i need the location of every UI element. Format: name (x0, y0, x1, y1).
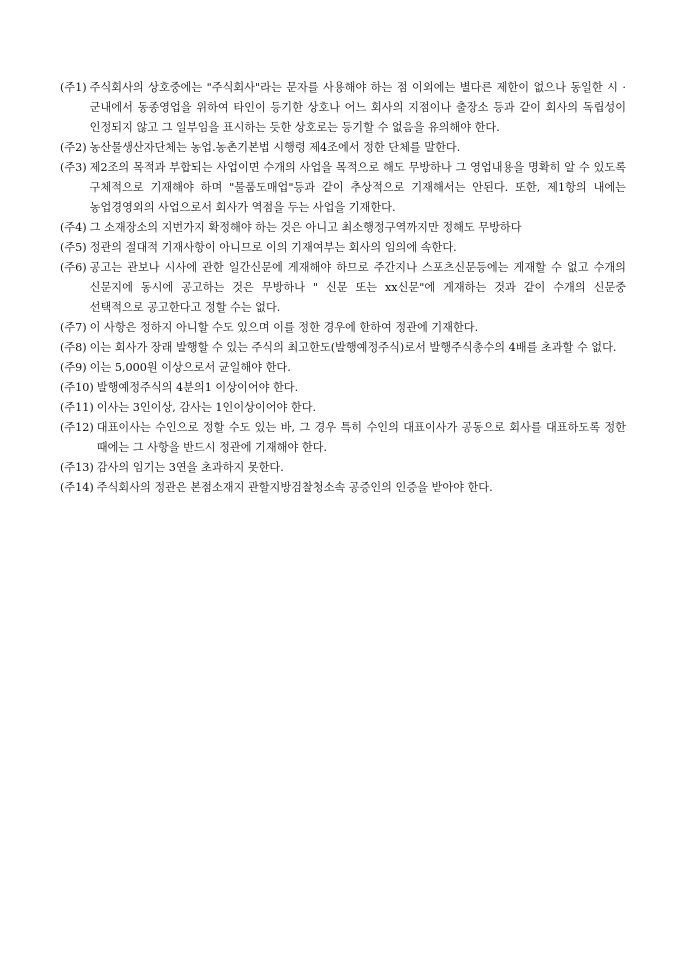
note-label: (주14) (60, 481, 94, 494)
note-5 (60, 238, 626, 258)
note-label: (주3) (60, 161, 87, 174)
note-11 (60, 398, 626, 418)
note-text: 정관의 절대적 기재사항이 아니므로 이의 기재여부는 회사의 임의에 속한다. (89, 241, 457, 254)
note-text: 대표이사는 수인으로 정할 수도 있는 바, 그 경우 특히 수인의 대표이사가 공동으로 회사를 대표하도록 정한 때에는 그 사항을 반드시 정관에 기재해야 한다. (96, 421, 626, 454)
note-label: (주10) (60, 381, 94, 394)
note-label: (주9) (60, 361, 87, 374)
note-label: (주12) (60, 421, 94, 434)
note-text: 그 소재장소의 지번가지 확정해야 하는 것은 아니고 최소행정구역까지만 정해도 무방하다 (89, 221, 522, 234)
note-text: 제2조의 목적과 부합되는 사업이면 수개의 사업을 목적으로 해도 무방하나 그 영업내용을 명확히 알 수 있도록 구체적으로 기재해야 하며 "물품도매업"등과 같이 추상적으로 기재해서는 안된다. 또한, 제1항의 내에는 농업경영외의 사업으로서 회사가 역점을 두는 사업을 기재한다. (89, 161, 626, 214)
note-text: 발행예정주식의 4분의1 이상이어야 한다. (96, 381, 299, 394)
note-10 (60, 378, 626, 398)
note-label: (주2) (60, 141, 87, 154)
note-label: (주4) (60, 221, 87, 234)
note-text: 이는 5,000원 이상으로서 균일해야 한다. (89, 361, 291, 374)
note-label: (주13) (60, 461, 94, 474)
note-4 (60, 218, 626, 238)
note-9 (60, 358, 626, 378)
note-2 (60, 138, 626, 158)
note-label: (주5) (60, 241, 87, 254)
note-label: (주6) (60, 261, 87, 274)
note-text: 주식회사의 상호중에는 "주식회사"라는 문자를 사용해야 하는 점 이외에는 별다른 제한이 없으나 동일한 시 · 군내에서 동종영업을 위하여 타인이 등기한 상호나 어느 회사의 지점이나 출장소 등과 같이 회사의 독립성이 인정되지 않고 그 일부임을 표시하는 듯한 상호로는 등기할 수 없음을 유의해야 한다. (89, 81, 626, 134)
note-6 (60, 258, 626, 318)
notes-page (60, 78, 626, 498)
note-1 (60, 78, 626, 138)
note-14 (60, 478, 626, 498)
note-label: (주11) (60, 401, 94, 414)
note-label: (주8) (60, 341, 87, 354)
note-text: 이 사항은 정하지 아니할 수도 있으며 이를 정한 경우에 한하여 정관에 기재한다. (89, 321, 479, 334)
note-text: 공고는 관보나 시사에 관한 일간신문에 게재해야 하므로 주간지나 스포츠신문등에는 게재할 수 없고 수개의 신문지에 동시에 공고하는 것은 무방하나 " 신문 또는 xx신문"에 게재하는 것과 같이 수개의 신문중 선택적으로 공고한다고 정할 수는 없다. (89, 261, 626, 314)
note-label: (주7) (60, 321, 87, 334)
note-text: 주식회사의 정관은 본점소재지 관할지방검찰청소속 공증인의 인증을 받아야 한다. (96, 481, 493, 494)
note-7 (60, 318, 626, 338)
note-12 (60, 418, 626, 458)
note-text: 농산물생산자단체는 농업.농촌기본법 시행령 제4조에서 정한 단체를 말한다. (89, 141, 461, 154)
note-8 (60, 338, 626, 358)
note-13 (60, 458, 626, 478)
note-text: 이사는 3인이상, 감사는 1인이상이어야 한다. (96, 401, 317, 414)
note-text: 이는 회사가 장래 발행할 수 있는 주식의 최고한도(발행예정주식)로서 발행주식총수의 4배를 초과할 수 없다. (89, 341, 617, 354)
note-3 (60, 158, 626, 218)
note-text: 감사의 임기는 3연을 초과하지 못한다. (96, 461, 284, 474)
note-label: (주1) (60, 81, 87, 94)
